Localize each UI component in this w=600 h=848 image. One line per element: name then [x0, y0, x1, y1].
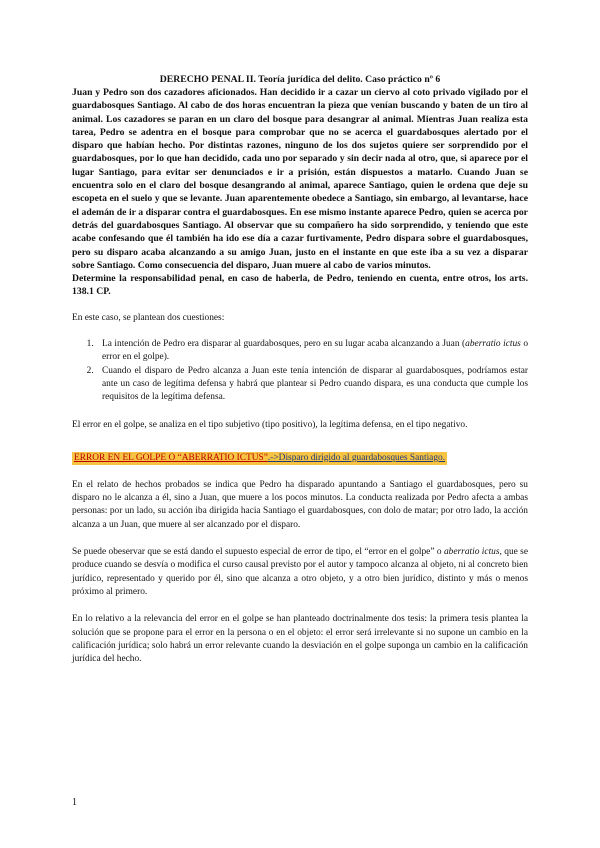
paragraph-text: , que se produce cuando se desvía o modifica el curso causal previsto por el autor y tampoco alcanza al objeto, ni al concreto bien jurídico, representado y querido por él, sino que alcanza a otro objeto, y a otro bien jurídico, distinto y más o menos próximo al primero.: [72, 547, 528, 597]
list-item-text: La intención de Pedro era disparar al guardabosques, pero en su lugar acaba alcanzando a Juan (: [102, 339, 466, 350]
list-item: [96, 338, 528, 365]
page-number: 1: [72, 797, 77, 808]
list-item: 2. Cuando el disparo de Pedro alcanza a Juan este tenía intención de disparar al guardabosques, podríamos estar ante un caso de legítima defensa y habrá que plantear si Pedro cuando dispara, es una conducta que cumple los requisitos de la legítima defensa.: [96, 365, 528, 405]
intro-paragraph: En este caso, se plantean dos cuestiones:: [72, 312, 225, 323]
paragraph-emphasis: aberratio ictus: [443, 547, 500, 558]
document-title: DERECHO PENAL II. Teoría jurídica del delito. Caso práctico nº 6: [159, 74, 441, 85]
paragraph-supuesto: [72, 546, 528, 599]
paragraph-error: El error en el golpe, se analiza en el tipo subjetivo (tipo positivo), la legítima defensa, en el tipo negativo.: [72, 419, 468, 430]
paragraph-text: Se puede obeservar que se está dando el supuesto especial de error de tipo, el “error en el golpe” o: [72, 547, 444, 558]
issues-list: [72, 338, 528, 404]
heading-part-disparo: .->Disparo dirigido al guardabosques Santiago.: [267, 452, 446, 463]
list-item-text: o error en el golpe).: [102, 339, 529, 363]
section-heading: [72, 447, 528, 465]
list-item-emphasis: aberratio ictus: [465, 339, 521, 350]
document-body: [72, 73, 528, 666]
paragraph-relevancia: En lo relativo a la relevancia del error en el golpe se han planteado doctrinalmente dos tesis: la primera tesis plantea la solución que se propone para el error en la persona o en el objeto: el error será irrelevante si no supone un cambio en la calificación jurídica; solo habrá un error relevante cuando la desviación en el golpe suponga un cambio en la calificación jurídica del hecho.: [72, 614, 528, 665]
heading-part-error: ERROR EN EL GOLPE O “ABERRATIO ICTUS”: [74, 452, 268, 463]
paragraph-relato: En el relato de hechos probados se indica que Pedro ha disparado apuntando a Santiago el guardabosques, pero su disparo no le alcanza a él, sino a Juan, que muere a los pocos minutos. La conducta realizada por Pedro afecta a ambas personas: por un lado, su acción iba dirigida hacia Santiago el guardabosques, con dolo de matar; por otro lado, la acción alcanza a un Juan, que muere al ser alcanzado por el disparo.: [72, 479, 528, 530]
case-question: Determine la responsabilidad penal, en caso de haberla, de Pedro, teniendo en cuenta, entre otros, los arts. 138.1 CP.: [72, 273, 528, 298]
highlighted-heading: [72, 452, 447, 465]
case-statement: Juan y Pedro son dos cazadores aficionados. Han decidido ir a cazar un ciervo al coto privado vigilado por el guardabosques Santiago. Al cabo de dos horas encuentran la pieza que venían buscando y baten de un tiro al animal. Los cazadores se paran en un claro del bosque para desangrar al animal. Mientras Juan realiza esta tarea, Pedro se adentra en el bosque para comprobar que no se acerca el guardabosques alertado por el disparo que habían hecho. Por distintas razones, ninguno de los dos sujetos quiere ser sorprendido por el guardabosques, por lo que han decidido, cada uno por separado y sin decir nada al otro, que, si aparece por el lugar Santiago, para evitar ser denunciados e ir a prisión, están dispuestos a matarlo. Cuando Juan se encuentra solo en el claro del bosque desangrando al animal, aparece Santiago, quien le ordena que deje su escopeta en el suelo y que se levante. Juan aparentemente obedece a Santiago, sin embargo, al levantarse, hace el ademán de ir a disparar contra el guardabosques. En ese mismo instante aparece Pedro, quien se acerca por detrás del guardabosques Santiago. Al observar que su compañero ha sido sorprendido, y teniendo que este acabe confesando que él también ha ido ese día a cazar furtivamente, Pedro dispara sobre el guardabosques, pero su disparo acaba alcanzando a su amigo Juan, justo en el instante en que este iba a su vez a disparar sobre Santiago. Como consecuencia del disparo, Juan muere al cabo de varios minutos.: [72, 87, 528, 271]
